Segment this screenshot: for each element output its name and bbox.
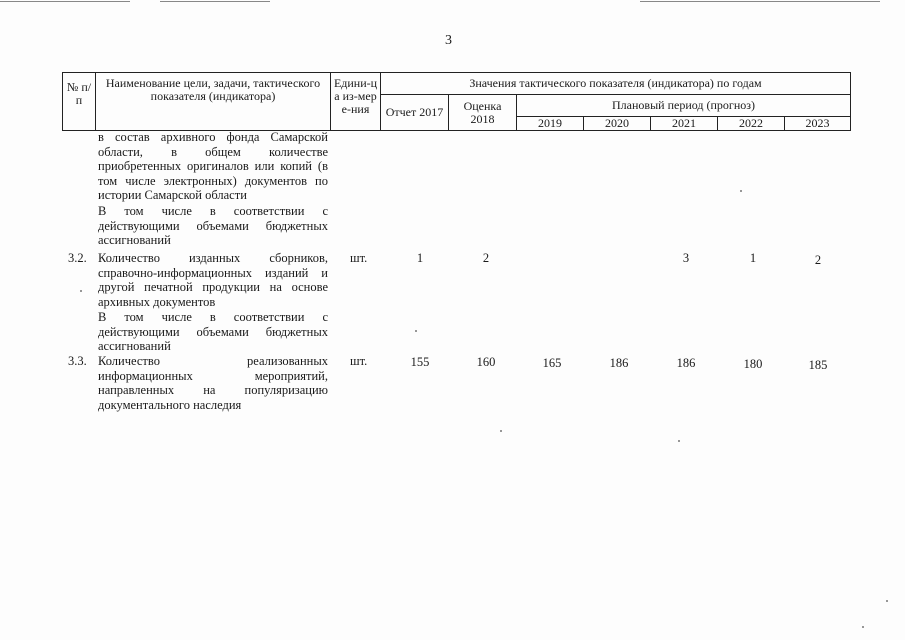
- scan-artifact: [0, 1, 130, 2]
- scan-speck: [862, 626, 864, 628]
- value-2021: 186: [676, 356, 696, 370]
- value-2019: 165: [542, 356, 562, 370]
- row-number: 3.2.: [68, 251, 87, 265]
- header-report: Отчет 2017: [381, 95, 449, 131]
- scan-speck: [415, 330, 417, 332]
- header-values: Значения тактического показателя (индикатора) по годам: [381, 73, 851, 95]
- scan-speck: [740, 190, 742, 192]
- value-2018: 2: [482, 251, 490, 265]
- scan-speck: [678, 440, 680, 442]
- value-2021: 3: [682, 251, 690, 265]
- scan-artifact: [640, 1, 880, 2]
- value-2018: 160: [476, 355, 496, 369]
- header-year: 2020: [584, 117, 651, 131]
- indicator-table-header: [62, 72, 851, 131]
- value-2023: 185: [808, 358, 828, 372]
- continuation-note: В том числе в соответствии с действующими объемами бюджетных ассигнований: [98, 204, 328, 248]
- header-year: 2023: [785, 117, 851, 131]
- page-number: 3: [445, 33, 452, 48]
- header-year: 2021: [651, 117, 718, 131]
- row-unit: шт.: [350, 354, 368, 368]
- scan-speck: [500, 430, 502, 432]
- header-unit: Едини-ца из-мере-ния: [331, 73, 381, 131]
- value-2023: 2: [814, 253, 822, 267]
- row-number: 3.3.: [68, 354, 87, 368]
- value-2022: 180: [743, 357, 763, 371]
- row-unit: шт.: [350, 251, 368, 265]
- value-2022: 1: [749, 251, 757, 265]
- row-name: Количество изданных сборников, справочно-информационных изданий и другой печатной продукции на основе архивных документов: [98, 251, 328, 309]
- row-note: В том числе в соответствии с действующими объемами бюджетных ассигнований: [98, 310, 328, 354]
- scan-speck: [80, 290, 82, 292]
- header-year: 2022: [718, 117, 785, 131]
- scan-speck: [886, 600, 888, 602]
- header-name: Наименование цели, задачи, тактического показателя (индикатора): [96, 73, 331, 131]
- header-estimate: Оценка 2018: [449, 95, 517, 131]
- header-year: 2019: [517, 117, 584, 131]
- continuation-text: в состав архивного фонда Самарской области, в общем количестве приобретенных оригиналов или копий (в том числе электронных) документов по истории Самарской области: [98, 130, 328, 203]
- value-2017: 155: [410, 355, 430, 369]
- row-name: Количество реализованных информационных мероприятий, направленных на популяризацию документального наследия: [98, 354, 328, 412]
- header-no: № п/п: [63, 73, 96, 131]
- header-plan: Плановый период (прогноз): [517, 95, 851, 117]
- value-2020: 186: [609, 356, 629, 370]
- scan-artifact: [160, 1, 270, 2]
- value-2017: 1: [416, 251, 424, 265]
